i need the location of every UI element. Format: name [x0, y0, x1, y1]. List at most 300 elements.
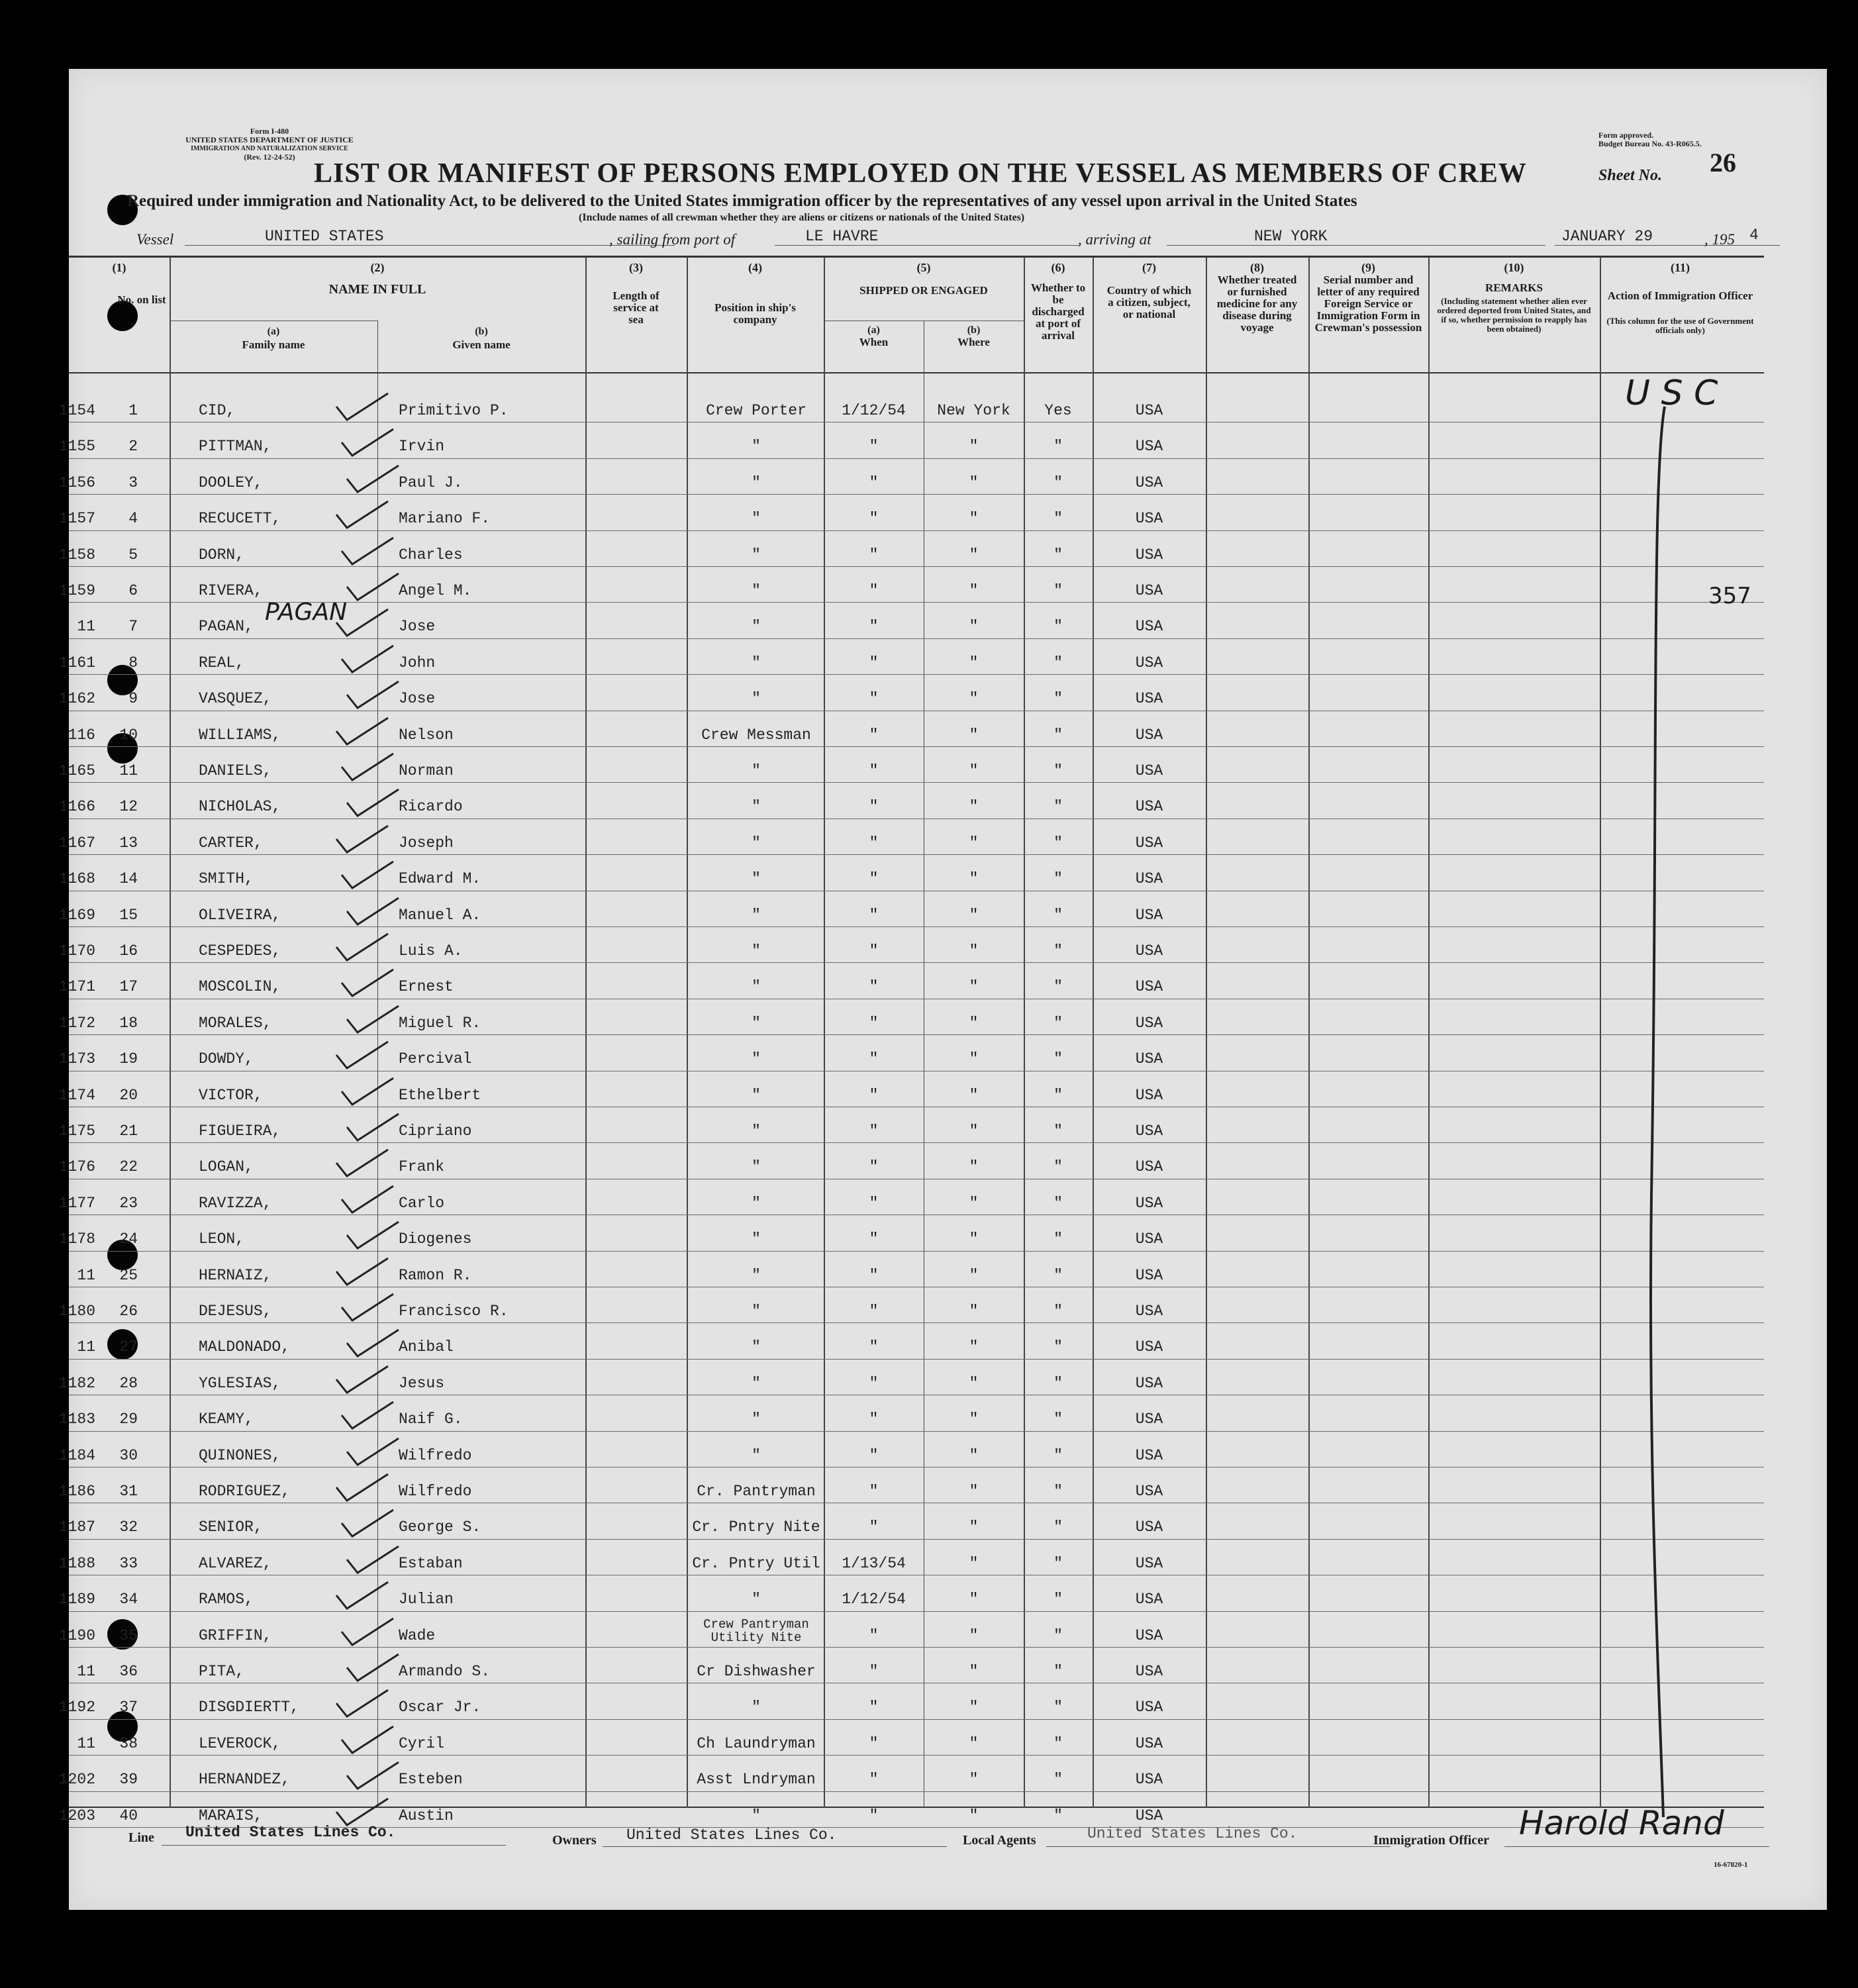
table-row: [58, 639, 1827, 675]
country: USA: [1135, 402, 1163, 419]
discharged: ": [1053, 1663, 1063, 1680]
position: ": [752, 942, 761, 960]
shipped-when: ": [869, 438, 879, 456]
table-row: [58, 495, 1827, 531]
serial-number: 1162: [58, 690, 95, 708]
serial-number: 1175: [58, 1122, 95, 1140]
col11-number: (11): [1671, 261, 1690, 274]
row-number: 38: [119, 1734, 138, 1752]
serial-number: 1190: [58, 1626, 95, 1644]
check-mark-icon: [332, 1687, 392, 1720]
country: USA: [1135, 1122, 1163, 1140]
country: USA: [1135, 1483, 1163, 1500]
country: USA: [1135, 1807, 1163, 1824]
family-name: QUINONES,: [199, 1446, 281, 1464]
shipped-where: ": [969, 1303, 979, 1320]
country: USA: [1135, 1158, 1163, 1176]
discharged: ": [1053, 582, 1063, 599]
check-mark-icon: [343, 1760, 403, 1793]
position: Cr. Pantryman: [697, 1483, 816, 1500]
table-row: [69, 1720, 1827, 1756]
table-row: [69, 1648, 1827, 1684]
usc-annotation: U S C: [1625, 373, 1718, 413]
row-number: 11: [119, 762, 138, 779]
country: USA: [1135, 1591, 1163, 1609]
table-row: [58, 1612, 1827, 1648]
family-name: ALVAREZ,: [199, 1554, 272, 1572]
country: USA: [1135, 438, 1163, 456]
family-name: LOGAN,: [199, 1158, 254, 1176]
col2a-number: (a): [267, 326, 280, 337]
shipped-where: ": [969, 1158, 979, 1176]
position: ": [752, 1014, 761, 1032]
serial-number: 1177: [58, 1194, 95, 1212]
shipped-where: ": [969, 978, 979, 996]
table-row: [58, 1287, 1827, 1324]
position: Cr. Pntry Util: [692, 1554, 820, 1572]
country: USA: [1135, 906, 1163, 924]
family-name: PITA,: [199, 1663, 245, 1680]
row-number: 40: [119, 1807, 138, 1824]
footer-owners-value: United States Lines Co.: [626, 1826, 837, 1844]
print-code: 16-67820-1: [1714, 1861, 1748, 1869]
shipped-when: ": [869, 1303, 879, 1320]
country: USA: [1135, 1266, 1163, 1284]
shipped-where: ": [969, 1122, 979, 1140]
shipped-where: ": [969, 726, 979, 744]
serial-number: 1157: [58, 510, 95, 528]
shipped-where: ": [969, 870, 979, 888]
position: ": [752, 1122, 761, 1140]
footer-line-underline: [162, 1845, 506, 1846]
check-mark-icon: [332, 715, 392, 748]
country: USA: [1135, 1374, 1163, 1392]
given-name: Irvin: [399, 438, 445, 456]
service: IMMIGRATION AND NATURALIZATION SERVICE: [191, 145, 348, 152]
given-name: Jose: [399, 618, 436, 636]
position: ": [752, 906, 761, 924]
col5b-number: (b): [967, 324, 981, 336]
col11-header: Action of Immigration Officer: [1607, 289, 1753, 302]
family-name: LEVEROCK,: [199, 1734, 281, 1752]
row-number: 20: [119, 1086, 138, 1104]
shipped-when: ": [869, 1194, 879, 1212]
country: USA: [1135, 1663, 1163, 1680]
discharged: ": [1053, 942, 1063, 960]
given-name: Ernest: [399, 978, 454, 996]
discharged: ": [1053, 1050, 1063, 1068]
family-name: MOSCOLIN,: [199, 978, 281, 996]
position: ": [752, 1338, 761, 1356]
serial-number: 11: [77, 1266, 95, 1284]
discharged: ": [1053, 906, 1063, 924]
position: ": [752, 1050, 761, 1068]
family-name: MARAIS,: [199, 1807, 263, 1824]
col1-number: (1): [112, 261, 126, 274]
row-number: 17: [119, 978, 138, 996]
given-name: Naif G.: [399, 1411, 463, 1428]
shipped-where: ": [969, 942, 979, 960]
serial-number: 1189: [58, 1591, 95, 1609]
vessel-name: UNITED STATES: [265, 228, 384, 245]
table-top-rule: [69, 256, 1764, 258]
shipped-when: ": [869, 1771, 879, 1789]
check-mark-icon: [332, 1471, 392, 1505]
discharged: ": [1053, 1303, 1063, 1320]
port-to-underline: [1167, 245, 1545, 246]
check-mark-icon: [332, 1364, 392, 1397]
sheet-number-label: Sheet No.: [1598, 167, 1662, 184]
form-subtitle: Required under immigration and Nationality Act, to be delivered to the United States immigration officer by the representatives of any vessel upon arrival in the United States: [127, 192, 1357, 210]
row-number: 33: [119, 1554, 138, 1572]
table-row: [69, 1323, 1827, 1360]
row-number: 29: [119, 1411, 138, 1428]
discharged: ": [1053, 1771, 1063, 1789]
discharged: ": [1053, 978, 1063, 996]
row-number: 5: [128, 546, 138, 564]
row-number: 19: [119, 1050, 138, 1068]
shipped-when: ": [869, 1699, 879, 1716]
given-name: Anibal: [399, 1338, 454, 1356]
given-name: Ricardo: [399, 798, 463, 816]
col2b-number: (b): [475, 326, 488, 337]
form-note: (Include names of all crewman whether they are aliens or citizens or nationals of the United States): [579, 212, 1025, 223]
check-mark-icon: [338, 1399, 397, 1432]
col5a-number: (a): [867, 324, 880, 336]
vessel-label: Vessel: [136, 231, 174, 248]
col8-header: Whether treated or furnished medicine for any disease during voyage: [1216, 273, 1298, 334]
check-mark-icon: [338, 1724, 397, 1757]
discharged: ": [1053, 1734, 1063, 1752]
officer-signature: Harold Rand: [1519, 1804, 1724, 1842]
table-row: [58, 927, 1827, 964]
check-mark-icon: [338, 1616, 397, 1649]
country: USA: [1135, 834, 1163, 852]
sheet-number: 26: [1710, 148, 1736, 177]
family-name: DEJESUS,: [199, 1303, 272, 1320]
shipped-when: ": [869, 1411, 879, 1428]
shipped-where: ": [969, 798, 979, 816]
shipped-where: ": [969, 1194, 979, 1212]
check-mark-icon: [338, 1507, 397, 1540]
given-name: Wade: [399, 1626, 436, 1644]
row-number: 22: [119, 1158, 138, 1176]
discharged: ": [1053, 1086, 1063, 1104]
given-name: Edward M.: [399, 870, 481, 888]
shipped-where: ": [969, 1699, 979, 1716]
manifest-sheet: [58, 69, 1827, 1910]
table-row: [58, 1756, 1827, 1792]
discharged: ": [1053, 1591, 1063, 1609]
shipped-when: ": [869, 978, 879, 996]
table-row: [58, 1215, 1827, 1252]
shipped-where: ": [969, 1086, 979, 1104]
shipped-when: ": [869, 1266, 879, 1284]
check-mark-icon: [332, 931, 392, 964]
shipped-where: ": [969, 1626, 979, 1644]
row-number: 12: [119, 798, 138, 816]
country: USA: [1135, 1230, 1163, 1248]
given-name: Angel M.: [399, 582, 472, 599]
given-name: Cipriano: [399, 1122, 472, 1140]
position: ": [752, 978, 761, 996]
discharged: Yes: [1044, 402, 1072, 419]
position: ": [752, 473, 761, 491]
country: USA: [1135, 1411, 1163, 1428]
table-row: [58, 1035, 1827, 1071]
family-name: DISGDIERTT,: [199, 1699, 299, 1716]
discharged: ": [1053, 762, 1063, 779]
check-mark-icon: [338, 967, 397, 1000]
serial-number: 11: [77, 618, 95, 636]
shipped-where: ": [969, 1266, 979, 1284]
country: USA: [1135, 1771, 1163, 1789]
country: USA: [1135, 546, 1163, 564]
check-mark-icon: [343, 1652, 403, 1685]
country: USA: [1135, 762, 1163, 779]
given-name: Mariano F.: [399, 510, 491, 528]
serial-number: 1167: [58, 834, 95, 852]
discharged: ": [1053, 1122, 1063, 1140]
table-row: [58, 855, 1827, 891]
given-name: Oscar Jr.: [399, 1699, 481, 1716]
shipped-where: ": [969, 1050, 979, 1068]
table-row: [58, 1179, 1827, 1216]
shipped-where: ": [969, 1411, 979, 1428]
given-name: Miguel R.: [399, 1014, 481, 1032]
table-row: [58, 1683, 1827, 1720]
given-name: Paul J.: [399, 473, 463, 491]
check-mark-icon: [343, 679, 403, 712]
family-name: YGLESIAS,: [199, 1374, 281, 1392]
shipped-where: ": [969, 762, 979, 779]
number-357-annotation: 357: [1708, 583, 1751, 609]
shipped-when: ": [869, 1807, 879, 1824]
serial-number: 11: [77, 1734, 95, 1752]
family-name: LEON,: [199, 1230, 245, 1248]
serial-number: 1187: [58, 1518, 95, 1536]
row-number: 28: [119, 1374, 138, 1392]
position: ": [752, 510, 761, 528]
col9-header: Serial number and letter of any required Foreign Service or Immigration Form in Crewman's possession: [1314, 273, 1422, 334]
row-number: 16: [119, 942, 138, 960]
check-mark-icon: [332, 823, 392, 856]
check-mark-icon: [338, 859, 397, 892]
col9-number: (9): [1361, 261, 1375, 274]
shipped-where: ": [969, 690, 979, 708]
pagan-correction: PAGAN: [265, 599, 347, 626]
ditto-stroke: [1638, 400, 1685, 1824]
port-from: LE HAVRE: [805, 228, 879, 245]
shipped-when: ": [869, 762, 879, 779]
discharged: ": [1053, 690, 1063, 708]
row-number: 9: [128, 690, 138, 708]
position: ": [752, 870, 761, 888]
family-name: MALDONADO,: [199, 1338, 291, 1356]
shipped-when: 1/13/54: [842, 1554, 906, 1572]
country: USA: [1135, 1050, 1163, 1068]
footer-owners-underline: [603, 1846, 947, 1847]
discharged: ": [1053, 618, 1063, 636]
serial-number: 1202: [58, 1771, 95, 1789]
given-name: George S.: [399, 1518, 481, 1536]
footer-agents-label: Local Agents: [963, 1833, 1036, 1848]
discharged: ": [1053, 1338, 1063, 1356]
col4-header: Position in ship's company: [714, 301, 796, 326]
serial-number: 1156: [58, 473, 95, 491]
discharged: ": [1053, 1446, 1063, 1464]
check-mark-icon: [343, 787, 403, 820]
shipped-when: ": [869, 1483, 879, 1500]
serial-number: 1188: [58, 1554, 95, 1572]
family-name: REAL,: [199, 654, 245, 671]
discharged: ": [1053, 1374, 1063, 1392]
table-row: [69, 711, 1827, 748]
given-name: Primitivo P.: [399, 402, 509, 419]
family-name: CESPEDES,: [199, 942, 281, 960]
shipped-where: ": [969, 1483, 979, 1500]
row-number: 31: [119, 1483, 138, 1500]
serial-number: 1182: [58, 1374, 95, 1392]
country: USA: [1135, 1014, 1163, 1032]
footer-officer-underline: [1504, 1846, 1769, 1847]
position: ": [752, 618, 761, 636]
discharged: ": [1053, 1554, 1063, 1572]
discharged: ": [1053, 1411, 1063, 1428]
shipped-when: ": [869, 1446, 879, 1464]
country: USA: [1135, 618, 1163, 636]
serial-number: 1159: [58, 582, 95, 599]
check-mark-icon: [332, 499, 392, 532]
discharged: ": [1053, 1807, 1063, 1824]
shipped-where: ": [969, 1771, 979, 1789]
position: ": [752, 798, 761, 816]
position: ": [752, 1158, 761, 1176]
row-number: 25: [119, 1266, 138, 1284]
position: ": [752, 762, 761, 779]
row-number: 27: [119, 1338, 138, 1356]
footer-agents-underline: [1046, 1846, 1391, 1847]
shipped-when: ": [869, 690, 879, 708]
col2b-header: Given name: [452, 338, 511, 351]
table-row: [58, 531, 1827, 568]
port-to: NEW YORK: [1254, 228, 1328, 245]
discharged: ": [1053, 1699, 1063, 1716]
table-row: [58, 459, 1827, 495]
shipped-when: ": [869, 1518, 879, 1536]
given-name: Luis A.: [399, 942, 463, 960]
shipped-where: ": [969, 618, 979, 636]
serial-number: 1174: [58, 1086, 95, 1104]
shipped-when: ": [869, 726, 879, 744]
country: USA: [1135, 870, 1163, 888]
table-header-rule: [69, 372, 1764, 373]
serial-number: 1170: [58, 942, 95, 960]
col11-note: (This column for the use of Government officials only): [1606, 316, 1754, 335]
col6-header: Whether to be discharged at port of arrival: [1030, 281, 1086, 342]
shipped-where: ": [969, 1807, 979, 1824]
position: Cr. Pntry Nite: [692, 1518, 820, 1536]
country: USA: [1135, 1303, 1163, 1320]
row-number: 7: [128, 618, 138, 636]
shipped-when: ": [869, 1014, 879, 1032]
shipped-when: ": [869, 510, 879, 528]
family-name: VASQUEZ,: [199, 690, 272, 708]
table-row: [58, 1360, 1827, 1396]
family-name: RAVIZZA,: [199, 1194, 272, 1212]
family-name: SENIOR,: [199, 1518, 263, 1536]
family-name: HERNAIZ,: [199, 1266, 272, 1284]
position: Cr Dishwasher: [697, 1663, 816, 1680]
shipped-when: ": [869, 1050, 879, 1068]
footer-line-label: Line: [128, 1830, 154, 1845]
shipped-when: ": [869, 582, 879, 599]
position: ": [752, 1699, 761, 1716]
shipped-where: ": [969, 1591, 979, 1609]
serial-number: 1165: [58, 762, 95, 779]
family-name: OLIVEIRA,: [199, 906, 281, 924]
arrival-date: JANUARY 29: [1561, 228, 1653, 245]
discharged: ": [1053, 726, 1063, 744]
check-mark-icon: [338, 535, 397, 568]
shipped-when: ": [869, 798, 879, 816]
shipped-where: ": [969, 438, 979, 456]
discharged: ": [1053, 1014, 1063, 1032]
table-row: [69, 1252, 1827, 1288]
position: ": [752, 1086, 761, 1104]
row-number: 32: [119, 1518, 138, 1536]
country: USA: [1135, 1086, 1163, 1104]
form-approval: [1598, 131, 1797, 148]
check-mark-icon: [338, 643, 397, 676]
shipped-when: ": [869, 906, 879, 924]
discharged: ": [1053, 510, 1063, 528]
shipped-where: ": [969, 546, 979, 564]
position: ": [752, 1266, 761, 1284]
shipped-where: ": [969, 510, 979, 528]
row-number: 2: [128, 438, 138, 456]
footer-owners-label: Owners: [552, 1833, 597, 1848]
country: USA: [1135, 798, 1163, 816]
shipped-when: ": [869, 546, 879, 564]
position: ": [752, 582, 761, 599]
form-title: LIST OR MANIFEST OF PERSONS EMPLOYED ON THE VESSEL AS MEMBERS OF CREW: [314, 158, 1527, 189]
table-row: [58, 1071, 1827, 1108]
row-number: 34: [119, 1591, 138, 1609]
check-mark-icon: [343, 1003, 403, 1036]
discharged: ": [1053, 473, 1063, 491]
row-number: 35: [119, 1626, 138, 1644]
serial-number: 1158: [58, 546, 95, 564]
family-name: RAMOS,: [199, 1591, 254, 1609]
shipped-when: ": [869, 473, 879, 491]
row-number: 3: [128, 473, 138, 491]
row-number: 24: [119, 1230, 138, 1248]
serial-number: 1171: [58, 978, 95, 996]
check-mark-icon: [332, 1147, 392, 1180]
shipped-where: ": [969, 1446, 979, 1464]
check-mark-icon: [343, 1111, 403, 1144]
serial-number: 1192: [58, 1699, 95, 1716]
serial-number: 1178: [58, 1230, 95, 1248]
shipped-where: ": [969, 654, 979, 671]
country: USA: [1135, 1699, 1163, 1716]
position: Crew Messman: [701, 726, 811, 744]
footer-line-value: United States Lines Co.: [185, 1824, 396, 1841]
given-name: Joseph: [399, 834, 454, 852]
family-name: DOWDY,: [199, 1050, 254, 1068]
position: ": [752, 1230, 761, 1248]
